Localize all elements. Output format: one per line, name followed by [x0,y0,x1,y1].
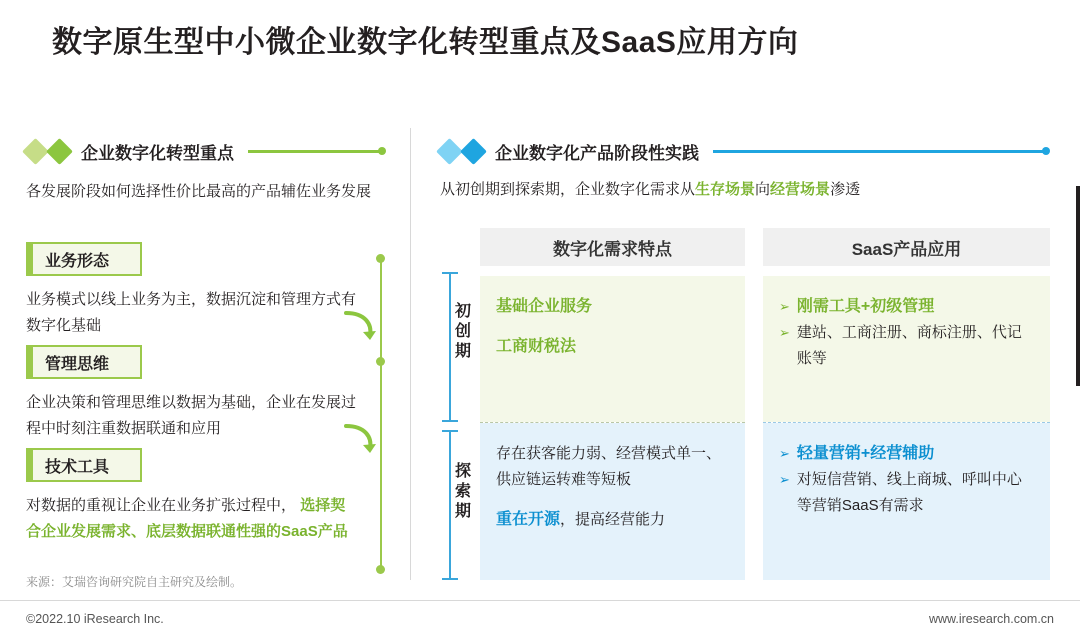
demand-startup-line1: 基础企业服务 [496,298,593,315]
stage-desc-3-highlight: 选择契合企业发展需求、底层数据联通性强的SaaS产品 [26,497,348,540]
stage-desc-1 [26,287,356,339]
arrow-bullet-icon: ➢ [779,325,790,340]
saas-exploration-bold-text: 轻量营销+经营辅助 [796,445,935,462]
stage-desc-2 [26,390,356,442]
arrow-bullet-icon: ➢ [779,446,790,461]
period-label-exploration: 探索期 [454,463,471,520]
right-intro-part2: 向 [755,181,771,198]
table-header-demand [480,228,745,266]
arrow-bullet-icon: ➢ [779,472,790,487]
left-connector-dot-top [376,254,385,263]
left-connector-dot-mid [376,357,385,366]
footer-divider [0,600,1080,601]
period-label-startup: 初创期 [454,303,471,360]
stage-box-business-form [26,242,142,276]
right-section-header [440,136,1050,166]
right-intro-part3: 渗透 [830,181,861,198]
saas-exploration-detail-text: 对短信营销、线上商城、呼叫中心等营销SaaS有需求 [796,471,1022,514]
stage-box-management-thinking [26,345,142,379]
left-connector-line [380,258,382,570]
saas-startup-bullet-text [779,320,1034,372]
saas-exploration-bullet-bold [779,441,1034,467]
stage-desc-2-text: 企业决策和管理思维以数据为基础，企业在发展过程中时刻注重数据联通和应用 [26,394,357,437]
title-bar [0,0,1080,78]
footer-copyright: ©2022.10 iResearch Inc. [26,612,164,626]
right-section-title: 企业数字化产品阶段性实践 [495,143,699,163]
demand-startup-line2: 工商财税法 [496,338,577,355]
column-divider [410,128,411,580]
demand-exploration-line1: 存在获客能力弱、经营模式单一、供应链运转难等短板 [496,445,722,488]
page-title: 数字原生型中小微企业数字化转型重点及SaaS应用方向 [52,26,799,59]
right-header-rule [713,150,1044,153]
right-header-rule-dot [1042,147,1050,155]
cell-saas-exploration [763,423,1050,580]
stage-box-tech-tools [26,448,142,482]
left-header-rule-dot [378,147,386,155]
left-connector-dot-bottom [376,565,385,574]
stage-desc-3 [26,493,356,545]
page-edge-mark [1076,186,1080,386]
demand-exploration-bold: 重在开源 [496,511,561,528]
stage-label-1: 业务形态 [45,252,110,270]
demand-exploration-line2 [496,507,729,533]
stage-desc-3-text: 对数据的重视让企业在业务扩张过程中， [26,497,297,514]
cell-demand-startup [480,276,745,422]
saas-startup-bold-text: 刚需工具+初级管理 [796,298,935,315]
right-intro-highlight-1: 生存场景 [695,181,756,198]
right-intro-text [440,178,1050,202]
left-section-header [26,136,386,166]
stage-label-2: 管理思维 [45,355,110,373]
stage-desc-1-text: 业务模式以线上业务为主，数据沉淀和管理方式有数字化基础 [26,291,357,334]
demand-exploration-rest: ，提高经营能力 [560,511,666,528]
source-note: 来源：艾瑞咨询研究院自主研究及绘制。 [26,575,243,589]
left-section-title: 企业数字化转型重点 [81,143,234,163]
table-header-demand-label: 数字化需求特点 [553,239,672,259]
saas-startup-bullet-bold [779,294,1034,320]
right-intro-part1: 从初创期到探索期，企业数字化需求从 [440,181,696,198]
green-diamond-icon [26,142,69,161]
left-intro-text: 各发展阶段如何选择性价比最高的产品辅佐业务发展 [26,183,372,200]
right-intro-highlight-2: 经营场景 [770,181,831,198]
saas-exploration-bullet-text [779,467,1034,519]
cell-saas-startup [763,276,1050,422]
blue-diamond-icon [440,142,483,161]
left-header-rule [248,150,380,153]
table-header-saas [763,228,1050,266]
arrow-bullet-icon: ➢ [779,299,790,314]
saas-startup-detail-text: 建站、工商注册、商标注册、代记账等 [796,324,1022,367]
footer-website: www.iresearch.com.cn [928,612,1054,626]
cell-demand-exploration [480,423,745,580]
stage-label-3: 技术工具 [45,458,110,476]
table-header-saas-label: SaaS产品应用 [851,239,962,259]
